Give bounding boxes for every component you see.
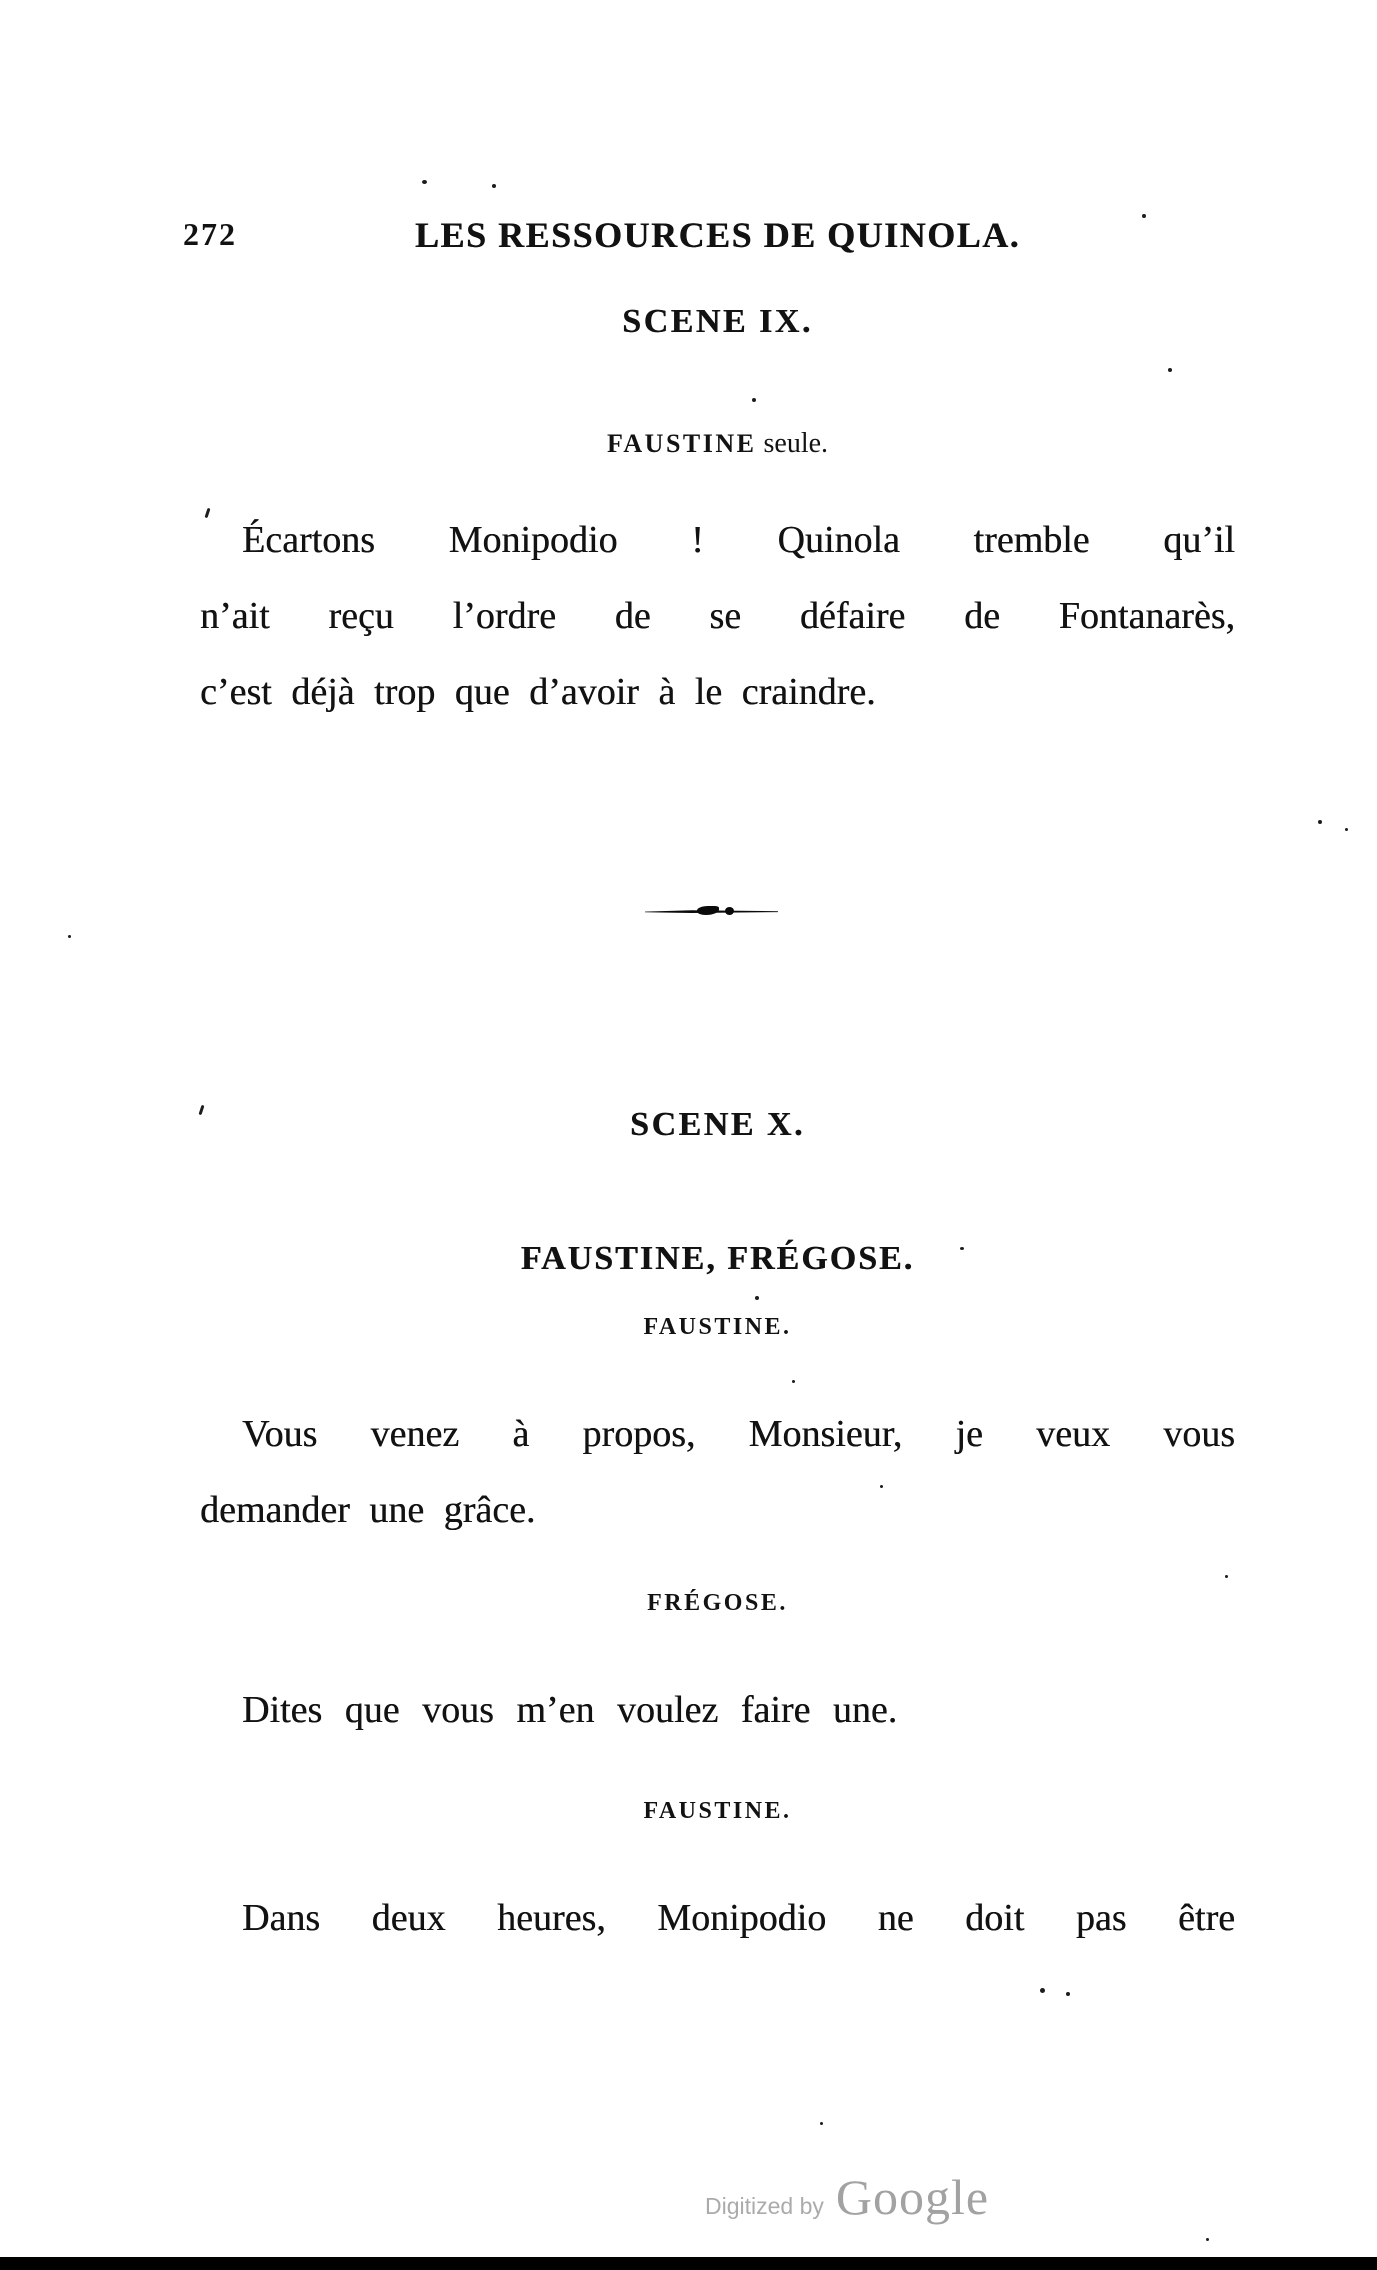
- speaker-label: FAUSTINE.: [643, 1314, 792, 1340]
- scan-speck: [755, 1296, 759, 1300]
- scan-speck: [960, 1247, 964, 1250]
- speech-text: [200, 1880, 1235, 1956]
- speech-line: Dites que vous m’en voulez faire une.: [242, 1689, 898, 1731]
- speech-line: Vous venez à propos, Monsieur, je veux vous: [242, 1413, 1235, 1455]
- speaker-label: FRÉGOSE.: [647, 1590, 788, 1616]
- scan-speck: [68, 935, 71, 938]
- scan-speck: [1040, 1988, 1045, 1993]
- scan-speck: [1318, 820, 1322, 824]
- scene-x-cast: FAUSTINE, FRÉGOSE.: [520, 1240, 915, 1277]
- google-logo: Google: [835, 2169, 990, 2225]
- scan-speck: [820, 2122, 823, 2125]
- speaker-label: FAUSTINE.: [643, 1798, 792, 1824]
- scan-speck: [1066, 1992, 1070, 1996]
- running-head: [183, 214, 1235, 260]
- scan-speck: [1225, 1575, 1228, 1578]
- page-number: 272: [183, 216, 237, 252]
- paragraph-line: n’ait reçu l’ordre de se défaire de Fontanarès,: [200, 595, 1235, 637]
- scan-speck: [1345, 828, 1348, 831]
- speech-line: demander une grâce.: [200, 1489, 536, 1531]
- cast-name: FAUSTINE: [606, 429, 757, 458]
- scan-edge-bar: [0, 2257, 1377, 2270]
- scan-speck: [1206, 2238, 1209, 2241]
- paragraph-line: Écartons Monipodio ! Quinola tremble qu’il: [242, 519, 1235, 561]
- speech-text: [200, 1672, 1235, 1748]
- cast-note: seule.: [763, 428, 829, 459]
- scan-speck: [880, 1485, 883, 1488]
- divider-ornament: [725, 907, 734, 915]
- scene-ix-paragraph: [200, 502, 1235, 730]
- scan-speck: [1142, 214, 1146, 218]
- scene-ix-cast-line: [200, 428, 1235, 460]
- running-title: LES RESSOURCES DE QUINOLA.: [414, 215, 1021, 255]
- watermark-prefix: Digitized by: [705, 2193, 824, 2219]
- scan-speck: [792, 1380, 795, 1383]
- scan-speck: [492, 184, 496, 188]
- paragraph-line: c’est déjà trop que d’avoir à le craindre.: [200, 671, 876, 713]
- scan-speck: [1168, 368, 1172, 372]
- scan-speck: [752, 398, 756, 402]
- digitization-watermark: [705, 2168, 989, 2226]
- scene-x-heading: SCENE X.: [630, 1106, 805, 1143]
- section-divider: [645, 908, 778, 914]
- divider-ornament: [697, 906, 719, 915]
- speech-text: [200, 1396, 1235, 1548]
- scan-speck: [422, 180, 427, 184]
- speech-line: Dans deux heures, Monipodio ne doit pas être: [242, 1897, 1235, 1939]
- scene-ix-heading: SCENE IX.: [622, 303, 813, 340]
